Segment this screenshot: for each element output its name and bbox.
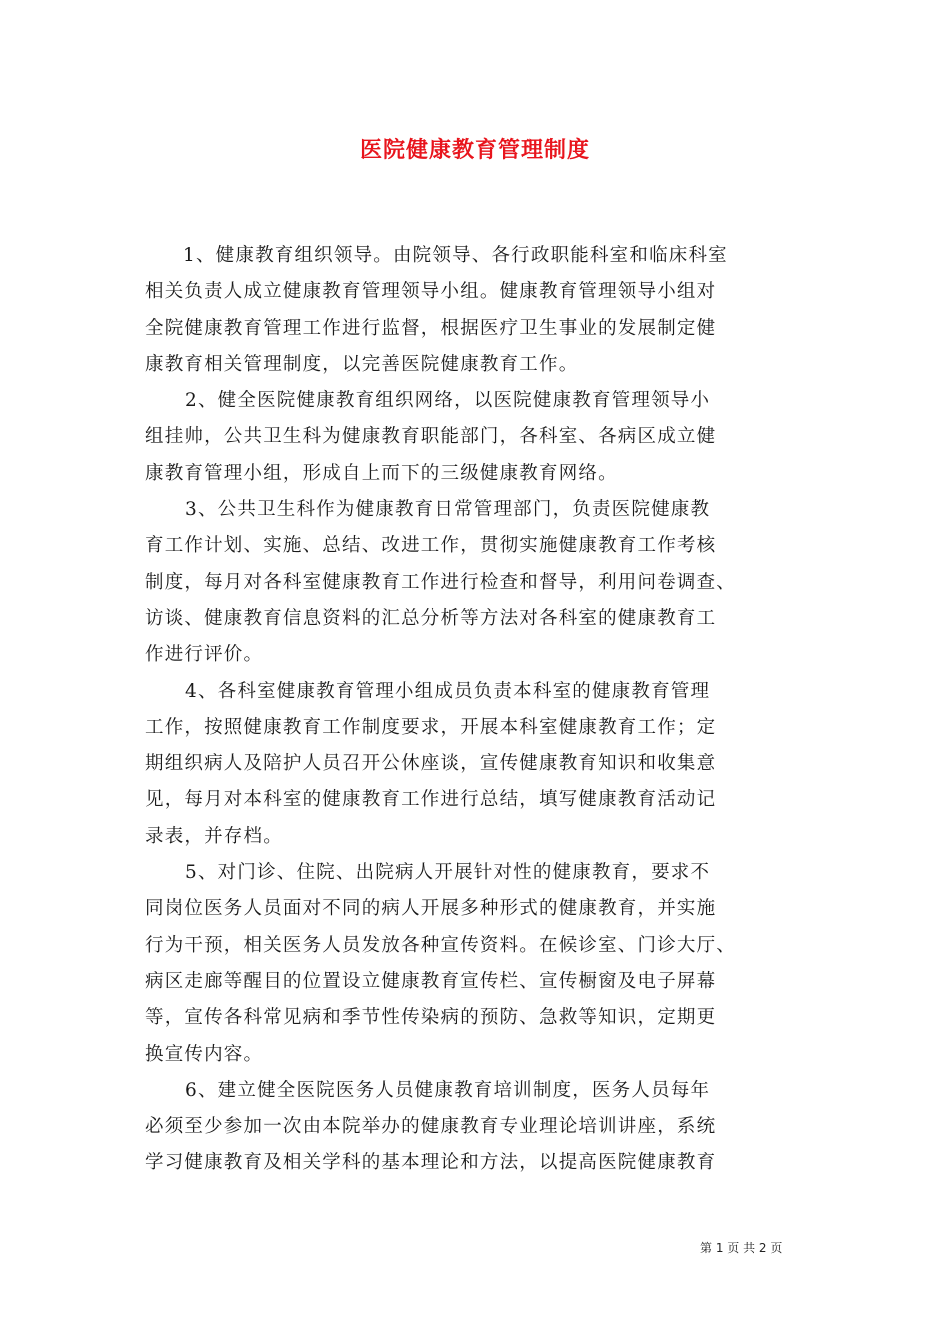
paragraph-line: 康教育管理小组，形成自上而下的三级健康教育网络。 <box>145 462 618 484</box>
paragraph-6 <box>145 1073 825 1182</box>
paragraph-line: 组挂帅，公共卫生科为健康教育职能部门，各科室、各病区成立健 <box>145 426 717 448</box>
paragraph-line: 等，宣传各科常见病和季节性传染病的预防、急救等知识，定期更 <box>145 1007 717 1029</box>
paragraph-1 <box>145 238 825 383</box>
paragraph-line: 访谈、健康教育信息资料的汇总分析等方法对各科室的健康教育工 <box>145 607 717 629</box>
page-indicator: 第 1 页 共 2 页 <box>700 1241 783 1255</box>
paragraph-line: 作进行评价。 <box>145 644 264 666</box>
paragraph-line: 6、建立健全医院医务人员健康教育培训制度，医务人员每年 <box>185 1079 711 1101</box>
paragraph-line: 换宣传内容。 <box>145 1043 264 1065</box>
paragraph-line: 相关负责人成立健康教育管理领导小组。健康教育管理领导小组对 <box>145 281 717 303</box>
document-title: 医院健康教育管理制度 <box>359 137 590 163</box>
paragraph-line: 学习健康教育及相关学科的基本理论和方法，以提高医院健康教育 <box>145 1152 717 1174</box>
paragraph-line: 2、健全医院健康教育组织网络，以医院健康教育管理领导小 <box>185 390 711 412</box>
paragraph-line: 全院健康教育管理工作进行监督，根据医疗卫生事业的发展制定健 <box>145 317 717 339</box>
paragraph-line: 4、各科室健康教育管理小组成员负责本科室的健康教育管理 <box>185 680 711 702</box>
paragraph-line: 必须至少参加一次由本院举办的健康教育专业理论培训讲座，系统 <box>145 1116 717 1138</box>
document-body <box>145 238 825 1182</box>
paragraph-line: 制度，每月对各科室健康教育工作进行检查和督导，利用问卷调查、 <box>145 571 737 593</box>
paragraph-line: 录表，并存档。 <box>145 825 283 847</box>
paragraph-line: 育工作计划、实施、总结、改进工作，贯彻实施健康教育工作考核 <box>145 535 717 557</box>
paragraph-line: 见，每月对本科室的健康教育工作进行总结，填写健康教育活动记 <box>145 789 717 811</box>
paragraph-line: 工作，按照健康教育工作制度要求，开展本科室健康教育工作；定 <box>145 716 717 738</box>
paragraph-line: 1、健康教育组织领导。由院领导、各行政职能科室和临床科室 <box>183 245 728 266</box>
paragraph-line: 同岗位医务人员面对不同的病人开展多种形式的健康教育，并实施 <box>145 898 717 920</box>
paragraph-line: 5、对门诊、住院、出院病人开展针对性的健康教育，要求不 <box>185 862 711 884</box>
paragraph-line: 3、公共卫生科作为健康教育日常管理部门，负责医院健康教 <box>185 499 711 521</box>
paragraph-line: 期组织病人及陪护人员召开公休座谈，宣传健康教育知识和收集意 <box>145 753 717 775</box>
paragraph-4 <box>145 674 825 855</box>
paragraph-line: 康教育相关管理制度，以完善医院健康教育工作。 <box>145 353 579 375</box>
paragraph-5 <box>145 855 825 1073</box>
paragraph-line: 行为干预，相关医务人员发放各种宣传资料。在候诊室、门诊大厅、 <box>145 934 737 956</box>
paragraph-3 <box>145 492 825 673</box>
paragraph-line: 病区走廊等醒目的位置设立健康教育宣传栏、宣传橱窗及电子屏幕 <box>145 970 717 992</box>
paragraph-2 <box>145 383 825 492</box>
